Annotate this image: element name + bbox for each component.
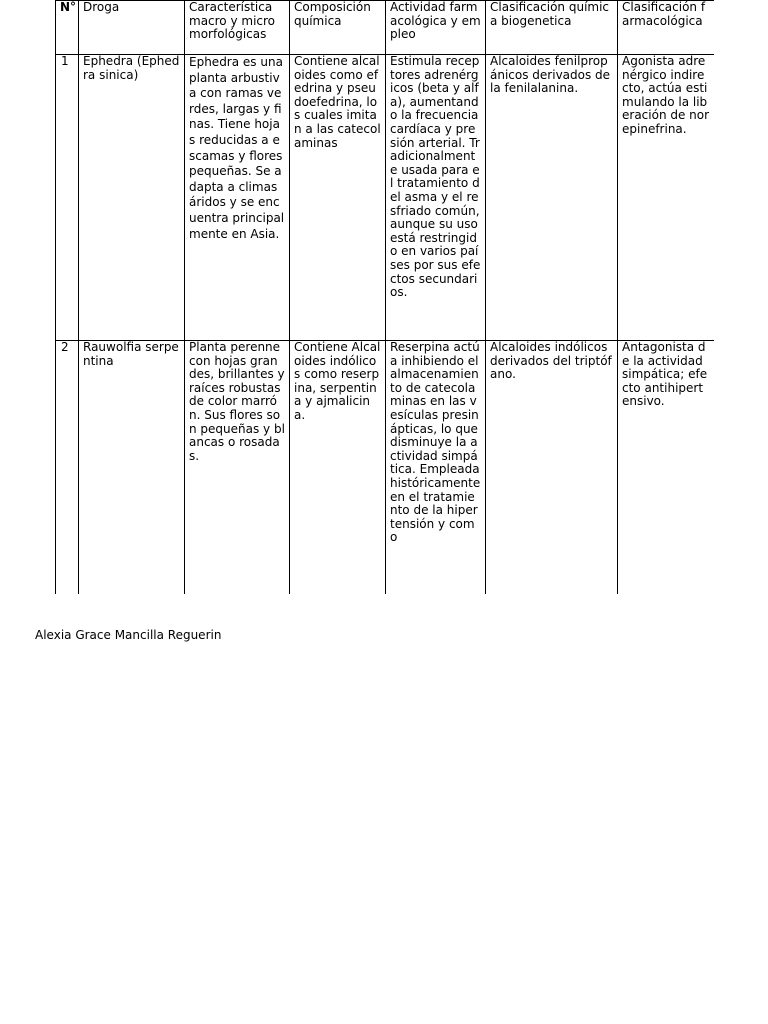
column-header-characteristics: Característica macro y micromorfológicas: [185, 1, 290, 55]
column-header-pharmacological-class: Clasificación farmacológica: [618, 1, 715, 55]
author-name: Alexia Grace Mancilla Reguerin: [35, 628, 222, 642]
column-header-drug: Droga: [79, 1, 185, 55]
activity-cell: Estimula receptores adrenérgicos (beta y alfa), aumentando la frecuencia cardíaca y presión arterial. Tradicionalmente usada para el tratamiento del asma y el resfriado común, aunque su uso está restringido en varios países por sus efectos secundarios.: [386, 55, 486, 341]
drug-table-container: [55, 0, 714, 594]
row-number-cell: 1: [56, 55, 79, 341]
column-header-composition: Composición química: [290, 1, 386, 55]
table-header-row: [56, 1, 715, 55]
table-row: [56, 341, 715, 595]
drug-table: [55, 0, 714, 594]
row-number-cell: 2: [56, 341, 79, 595]
pharmacological-class-cell: Antagonista de la actividad simpática; efecto antihipertensivo.: [618, 341, 715, 595]
column-header-activity: Actividad farmacológica y empleo: [386, 1, 486, 55]
biogenetic-class-cell: Alcaloides indólicos derivados del triptófano.: [486, 341, 618, 595]
composition-cell: Contiene alcaloides como efedrina y pseudoefedrina, los cuales imitan a las catecolaminas: [290, 55, 386, 341]
characteristics-cell: Planta perenne con hojas grandes, brillantes y raíces robustas de color marrón. Sus flores son pequeñas y blancas o rosadas.: [185, 341, 290, 595]
biogenetic-class-cell: Alcaloides fenilpropánicos derivados de la fenilalanina.: [486, 55, 618, 341]
column-header-biogenetic-class: Clasificación química biogenetica: [486, 1, 618, 55]
pharmacological-class-cell: Agonista adrenérgico indirecto, actúa estimulando la liberación de norepinefrina.: [618, 55, 715, 341]
drug-name-cell: Ephedra (Ephedra sinica): [79, 55, 185, 341]
characteristics-cell: Ephedra es una planta arbustiva con ramas verdes, largas y finas. Tiene hojas reducidas a escamas y flores pequeñas. Se adapta a climas áridos y se encuentra principalmente en Asia.: [185, 55, 290, 341]
drug-name-cell: Rauwolfia serpentina: [79, 341, 185, 595]
column-header-number: N°: [56, 1, 79, 55]
activity-cell: Reserpina actúa inhibiendo el almacenamiento de catecolaminas en las vesículas presinápticas, lo que disminuye la actividad simpática. Empleada históricamente en el tratamiento de la hipertensión y como: [386, 341, 486, 595]
table-row: [56, 55, 715, 341]
composition-cell: Contiene Alcaloides indólicos como reserpina, serpentina y ajmalicina.: [290, 341, 386, 595]
